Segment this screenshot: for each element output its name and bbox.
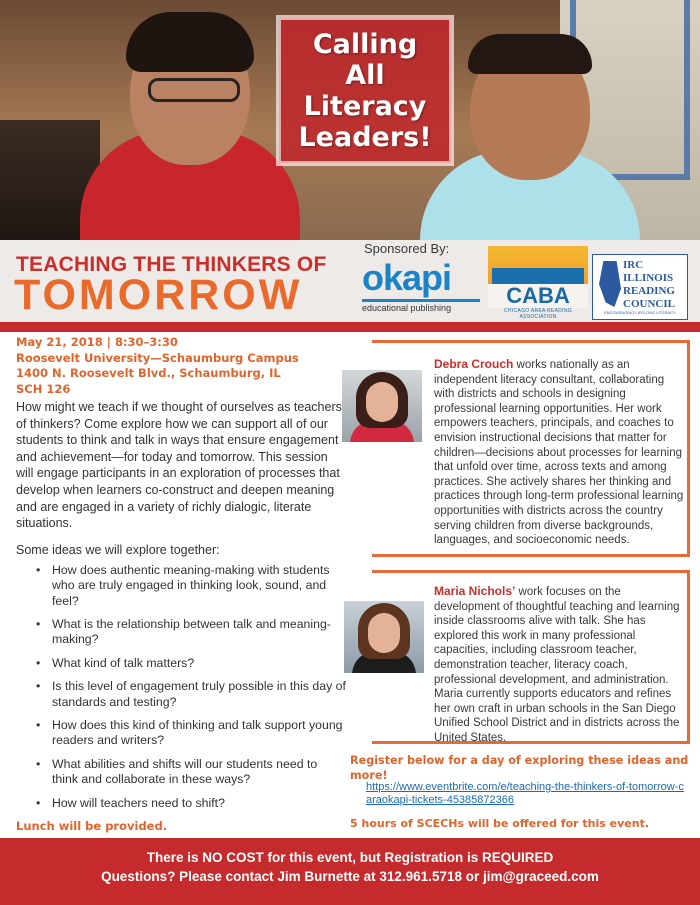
registration-link[interactable]: https://www.eventbrite.com/e/teaching-the-thinkers-of-tomorrow-caraokapi-tickets-45385872366 <box>366 781 684 806</box>
list-item: • What abilities and shifts will our students need to think and collaborate in these ways? <box>36 757 346 788</box>
presenter-photo-debra-face <box>366 382 398 422</box>
caba-logo-name: CABA <box>488 284 588 308</box>
event-date: May 21, 2018 | 8:30–3:30 <box>16 335 178 349</box>
hero-window <box>570 0 690 180</box>
hero-photo <box>0 0 700 240</box>
presenter-bio-2 <box>434 584 686 746</box>
footer-contact-line: Questions? Please contact Jim Burnette at 312.961.5718 or jim@graceed.com <box>101 869 599 884</box>
register-callout: Register below for a day of exploring these ideas and more! <box>350 754 689 782</box>
okapi-logo-name: okapi <box>362 257 452 298</box>
list-item: • What kind of talk matters? <box>36 656 346 671</box>
sponsored-label: Sponsored By: <box>364 241 450 256</box>
ideas-heading: Some ideas we will explore together: <box>16 542 220 557</box>
presenter-photo-debra <box>342 370 422 442</box>
presenter-name: Maria Nichols’ <box>434 584 516 598</box>
event-address: 1400 N. Roosevelt Blvd., Schaumburg, IL <box>16 366 281 380</box>
presenter-name: Debra Crouch <box>434 357 514 371</box>
event-venue: Roosevelt University—Schaumburg Campus <box>16 350 299 365</box>
caba-logo-sub: CHICAGO AREA READING ASSOCIATION <box>504 308 572 320</box>
okapi-logo <box>362 258 480 318</box>
title-line-2: TOMORROW <box>14 271 303 319</box>
kid-left-hair <box>126 12 254 72</box>
title-line-1: TEACHING THE THINKERS OF <box>16 253 327 276</box>
intro-paragraph: How might we teach if we thought of ourselves as teachers of thinkers? Come explore how we can support all of our students to think and talk in ways that ensure engagement and achievement—for today and tomorrow. This session will engage participants in an exploration of processes that develop when learners co-construct and deepen meaning and are engaged in a variety of richly dialogic, literate situations. <box>16 400 342 531</box>
kid-left-glasses <box>148 78 240 102</box>
presenter-bio-text: works nationally as an independent literacy consultant, collaborating with districts and schools in designing professional learning opportunities. Her work empowers teachers, principals, and coaches to envision instructional decisions that matter for children—decisions about processes for learning that unfold over time, across texts and among practices. She actively shares her thinking and practices through long-term professional learning opportunities with districts across the country serving children from diverse backgrounds, languages, and socioeconomic needs. <box>434 359 684 547</box>
event-info <box>16 335 346 397</box>
divider-bar <box>0 322 700 332</box>
presenter-photo-maria <box>344 601 424 673</box>
okapi-logo-sub: educational publishing <box>362 303 452 313</box>
kid-right-hair <box>468 34 592 74</box>
irc-logo-name: IRC ILLINOIS READING COUNCIL <box>623 259 675 310</box>
list-item: • How will teachers need to shift? <box>36 796 346 811</box>
list-item: • How does this kind of thinking and talk support young readers and writers? <box>36 718 346 749</box>
callout-box <box>279 18 451 163</box>
illinois-map-icon <box>599 261 621 307</box>
event-details-column <box>16 335 346 833</box>
ideas-list <box>16 563 346 811</box>
callout-text: Calling All Literacy Leaders! <box>298 28 432 153</box>
caba-logo <box>488 246 588 320</box>
scech-note: 5 hours of SCECHs will be offered for this event. <box>350 817 650 830</box>
footer-cost-line: There is NO COST for this event, but Registration is REQUIRED <box>146 850 554 865</box>
list-item: • What is the relationship between talk and meaning-making? <box>36 617 346 648</box>
lunch-note: Lunch will be provided. <box>16 819 168 834</box>
okapi-logo-rule <box>362 299 480 302</box>
presenter-bio-text: work focuses on the development of thoughtful teaching and learning inside classrooms alive with talk. She has explored this work in many professional capacities, including classroom teacher, demonstration teacher, literacy coach, professional development, and administration. Maria currently supports educators and refines her own craft in urban schools in the San Diego Unified School District and in districts across the United States. <box>434 586 680 744</box>
irc-logo-tag: ENCOURAGING LIFELONG LITERACY <box>604 310 676 315</box>
footer-bar <box>0 838 700 905</box>
presenter-bio-1 <box>434 357 686 548</box>
presenter-photo-maria-face <box>368 613 400 653</box>
list-item: • How does authentic meaning-making with students who are truly engaged in thinking look, sound, and feel? <box>36 563 346 609</box>
irc-logo <box>592 254 688 320</box>
list-item: • Is this level of engagement truly possible in this day of standards and testing? <box>36 679 346 710</box>
event-room: SCH 126 <box>16 381 71 396</box>
